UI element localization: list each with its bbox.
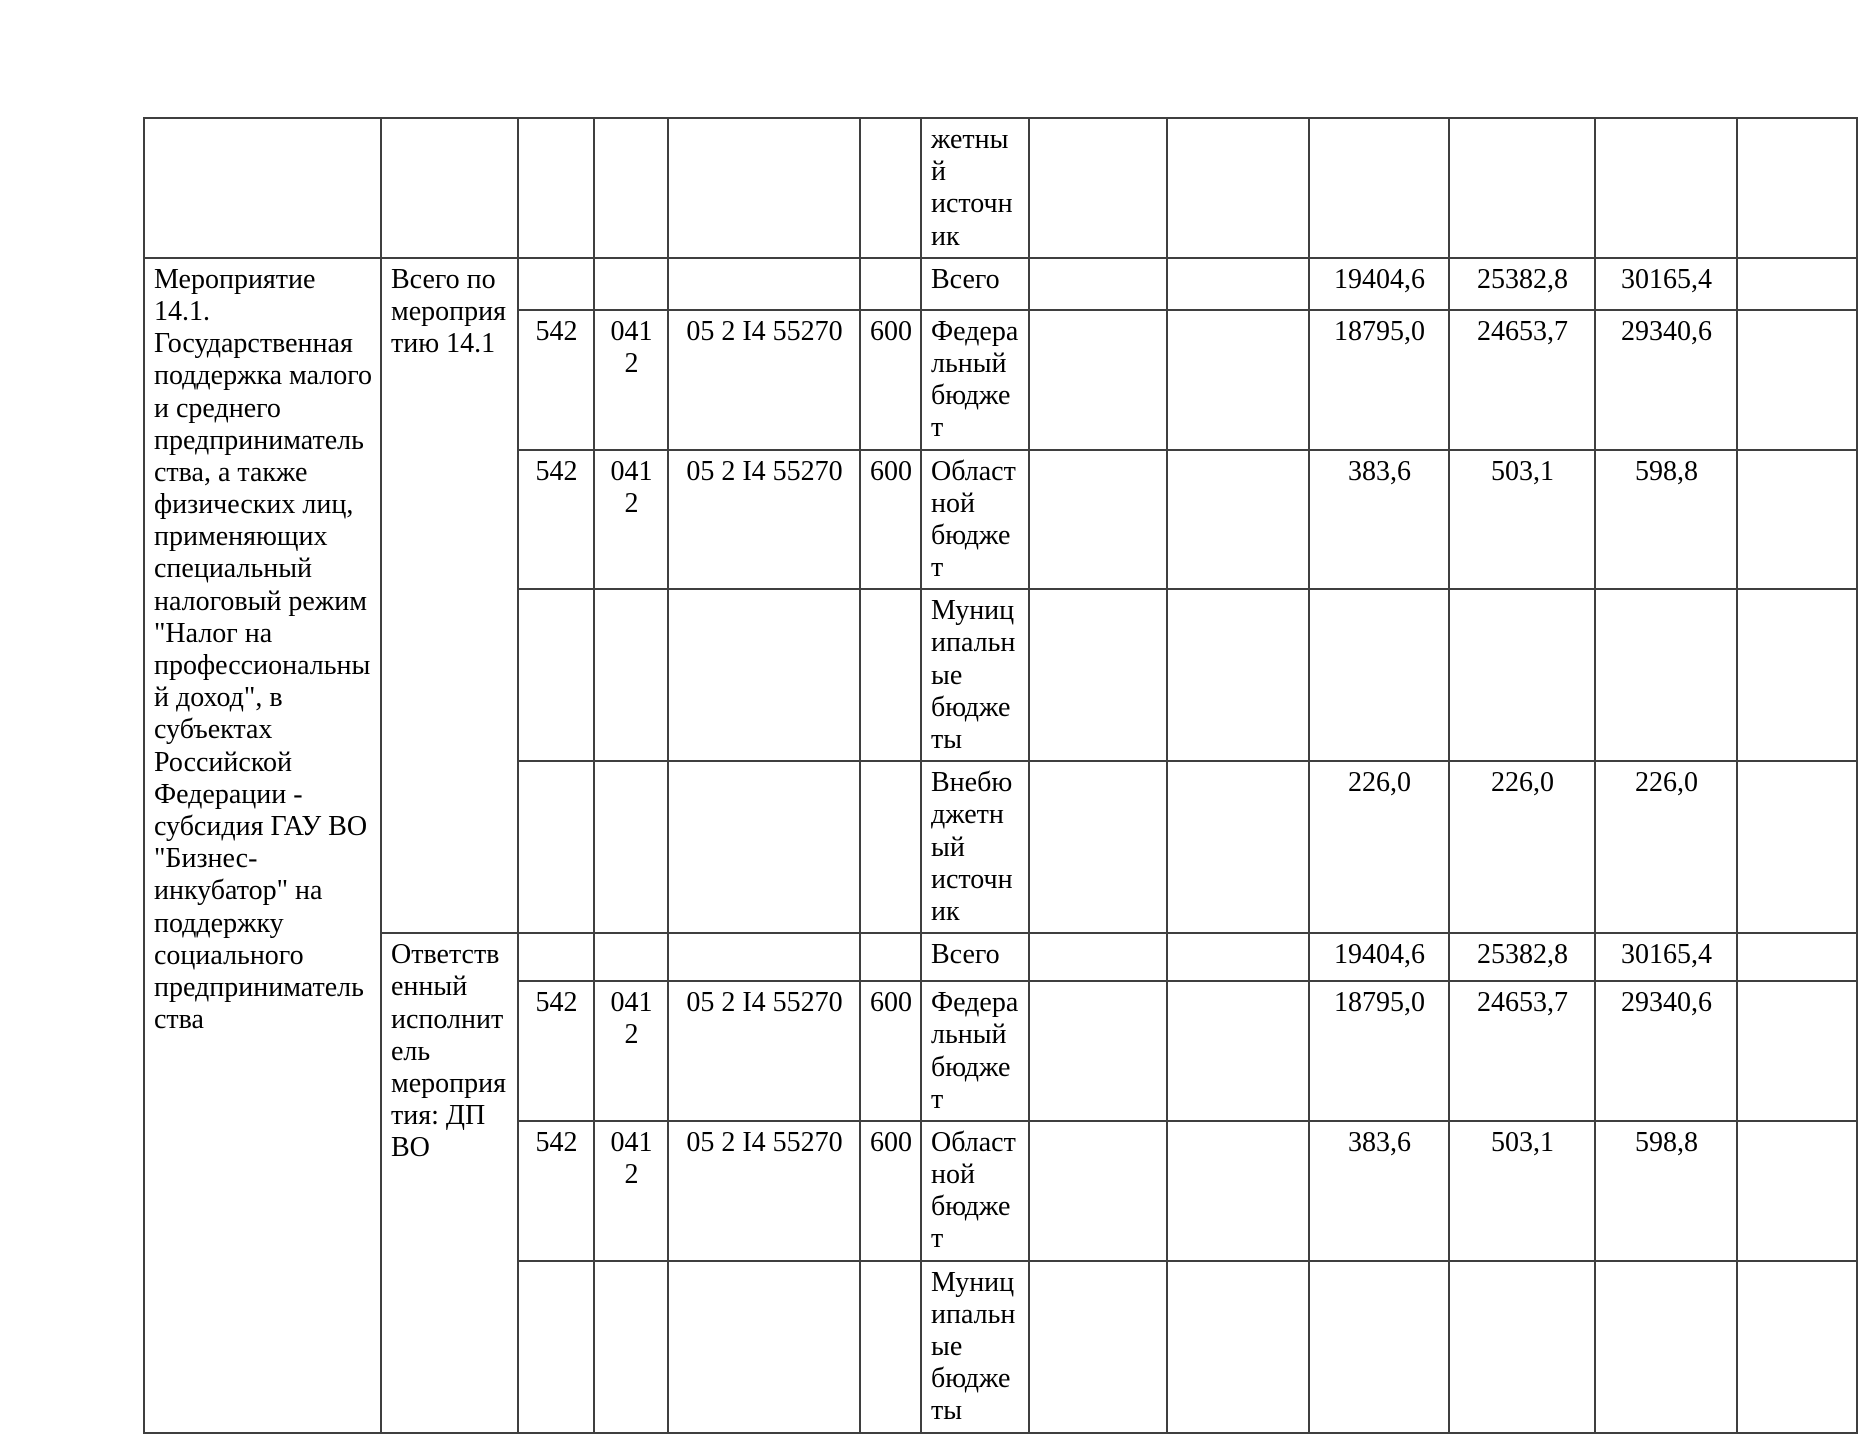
cut-column-cell [1737, 933, 1857, 981]
rzpr-code-cell [594, 933, 668, 981]
grbs-code-cell [518, 118, 594, 258]
amount-cell: 19404,6 [1309, 258, 1449, 310]
empty-cell [1167, 981, 1309, 1121]
cut-column-cell [1737, 981, 1857, 1121]
empty-cell [1167, 1261, 1309, 1433]
cut-column-cell [1737, 761, 1857, 933]
amount-cell: 24653,7 [1449, 981, 1595, 1121]
vr-code-cell: 600 [860, 310, 921, 450]
cut-column-cell [1737, 1121, 1857, 1261]
funding-source-cell: Федеральный бюджет [921, 310, 1029, 450]
table-row [144, 258, 1857, 310]
amount-cell: 25382,8 [1449, 933, 1595, 981]
grbs-code-cell [518, 1261, 594, 1433]
cut-column-cell [1737, 1261, 1857, 1433]
executor-cell: Ответственный исполнитель мероприятия: ДП ВО [381, 933, 518, 1432]
empty-cell [1029, 761, 1167, 933]
amount-cell [1449, 589, 1595, 761]
empty-cell [1029, 1261, 1167, 1433]
grbs-code-cell [518, 933, 594, 981]
csr-code-cell [668, 258, 860, 310]
grbs-code-cell [518, 761, 594, 933]
amount-cell: 598,8 [1595, 1121, 1737, 1261]
empty-cell [1029, 589, 1167, 761]
funding-source-cell: Федеральный бюджет [921, 981, 1029, 1121]
funding-source-cell: Внебюджетный источник [921, 761, 1029, 933]
activity-name-cell: Мероприятие 14.1. Государственная поддержка малого и среднего предпринимательства, а также физических лиц, применяющих специальный налоговый режим "Налог на профессиональный доход", в субъектах Российской Федерации - субсидия ГАУ ВО "Бизнес-инкубатор" на поддержку социального предпринимательства [144, 258, 381, 1433]
csr-code-cell [668, 589, 860, 761]
amount-cell: 19404,6 [1309, 933, 1449, 981]
funding-source-cell: Муниципальные бюджеты [921, 589, 1029, 761]
vr-code-cell: 600 [860, 1121, 921, 1261]
funding-source-cell: Всего [921, 933, 1029, 981]
amount-cell: 598,8 [1595, 450, 1737, 590]
empty-cell [1167, 1121, 1309, 1261]
empty-cell [1029, 258, 1167, 310]
cut-column-cell [1737, 589, 1857, 761]
amount-cell: 29340,6 [1595, 310, 1737, 450]
amount-cell [1449, 118, 1595, 258]
csr-code-cell [668, 1261, 860, 1433]
vr-code-cell [860, 761, 921, 933]
vr-code-cell [860, 118, 921, 258]
csr-code-cell [668, 761, 860, 933]
amount-cell: 24653,7 [1449, 310, 1595, 450]
empty-cell [1167, 118, 1309, 258]
grbs-code-cell: 542 [518, 1121, 594, 1261]
amount-cell [1309, 589, 1449, 761]
empty-cell [1029, 1121, 1167, 1261]
empty-cell [1029, 981, 1167, 1121]
vr-code-cell [860, 258, 921, 310]
empty-cell [1167, 933, 1309, 981]
budget-table [143, 117, 1858, 1434]
amount-cell: 18795,0 [1309, 310, 1449, 450]
rzpr-code-cell: 0412 [594, 1121, 668, 1261]
amount-cell: 383,6 [1309, 1121, 1449, 1261]
amount-cell: 226,0 [1309, 761, 1449, 933]
amount-cell: 226,0 [1449, 761, 1595, 933]
vr-code-cell: 600 [860, 450, 921, 590]
amount-cell [1449, 1261, 1595, 1433]
executor-empty-cell [381, 118, 518, 258]
funding-source-cell: Областной бюджет [921, 1121, 1029, 1261]
amount-cell [1595, 118, 1737, 258]
vr-code-cell: 600 [860, 981, 921, 1121]
amount-cell: 503,1 [1449, 1121, 1595, 1261]
empty-cell [1029, 118, 1167, 258]
grbs-code-cell [518, 589, 594, 761]
amount-cell [1595, 589, 1737, 761]
cut-column-cell [1737, 118, 1857, 258]
cut-column-cell [1737, 310, 1857, 450]
table-row [144, 933, 1857, 981]
vr-code-cell [860, 933, 921, 981]
funding-source-cell: Муниципальные бюджеты [921, 1261, 1029, 1433]
rzpr-code-cell: 0412 [594, 981, 668, 1121]
empty-cell [1029, 450, 1167, 590]
vr-code-cell [860, 1261, 921, 1433]
activity-empty-cell [144, 118, 381, 258]
rzpr-code-cell [594, 1261, 668, 1433]
amount-cell: 18795,0 [1309, 981, 1449, 1121]
cut-column-cell [1737, 450, 1857, 590]
csr-code-cell [668, 118, 860, 258]
amount-cell: 29340,6 [1595, 981, 1737, 1121]
grbs-code-cell: 542 [518, 310, 594, 450]
csr-code-cell: 05 2 I4 55270 [668, 981, 860, 1121]
amount-cell: 30165,4 [1595, 258, 1737, 310]
executor-cell: Всего по мероприятию 14.1 [381, 258, 518, 933]
grbs-code-cell [518, 258, 594, 310]
table-row [144, 118, 1857, 258]
amount-cell: 30165,4 [1595, 933, 1737, 981]
rzpr-code-cell [594, 761, 668, 933]
csr-code-cell: 05 2 I4 55270 [668, 1121, 860, 1261]
cut-column-cell [1737, 258, 1857, 310]
empty-cell [1029, 310, 1167, 450]
funding-source-fragment-cell: жетный источник [921, 118, 1029, 258]
rzpr-code-cell [594, 589, 668, 761]
amount-cell: 25382,8 [1449, 258, 1595, 310]
grbs-code-cell: 542 [518, 450, 594, 590]
csr-code-cell: 05 2 I4 55270 [668, 450, 860, 590]
amount-cell: 503,1 [1449, 450, 1595, 590]
empty-cell [1167, 258, 1309, 310]
vr-code-cell [860, 589, 921, 761]
empty-cell [1167, 450, 1309, 590]
amount-cell: 383,6 [1309, 450, 1449, 590]
empty-cell [1167, 310, 1309, 450]
rzpr-code-cell: 0412 [594, 450, 668, 590]
funding-source-cell: Областной бюджет [921, 450, 1029, 590]
funding-source-cell: Всего [921, 258, 1029, 310]
rzpr-code-cell: 0412 [594, 310, 668, 450]
rzpr-code-cell [594, 258, 668, 310]
empty-cell [1029, 933, 1167, 981]
amount-cell: 226,0 [1595, 761, 1737, 933]
rzpr-code-cell [594, 118, 668, 258]
empty-cell [1167, 761, 1309, 933]
amount-cell [1595, 1261, 1737, 1433]
amount-cell [1309, 1261, 1449, 1433]
csr-code-cell [668, 933, 860, 981]
amount-cell [1309, 118, 1449, 258]
grbs-code-cell: 542 [518, 981, 594, 1121]
csr-code-cell: 05 2 I4 55270 [668, 310, 860, 450]
empty-cell [1167, 589, 1309, 761]
